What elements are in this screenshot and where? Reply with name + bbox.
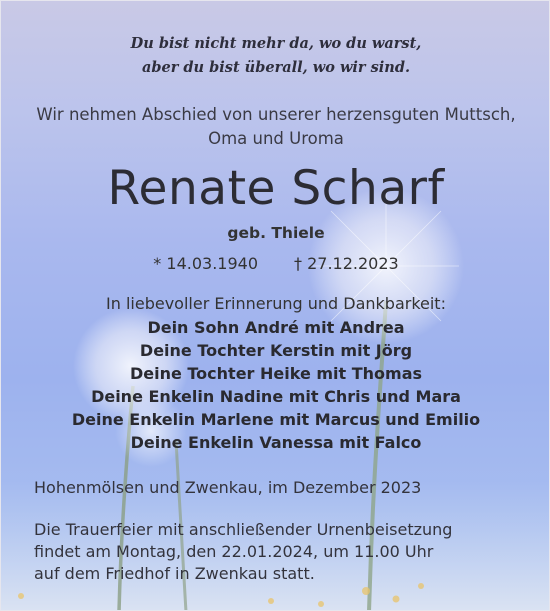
mourner-line: Deine Tochter Heike mit Thomas xyxy=(129,364,423,383)
mourner-line: Deine Enkelin Vanessa mit Falco xyxy=(130,433,422,452)
death-date: † 27.12.2023 xyxy=(294,254,399,273)
deceased-name: Renate Scharf xyxy=(107,161,445,216)
mourners-intro: In liebevoller Erinnerung und Dankbarkeit: xyxy=(106,294,446,313)
birth-name: geb. Thiele xyxy=(227,224,325,242)
mourner-line: Deine Enkelin Nadine mit Chris und Mara xyxy=(91,387,461,406)
motto-line-2: aber du bist überall, wo wir sind. xyxy=(141,59,411,76)
mourner-line: Dein Sohn André mit Andrea xyxy=(147,318,405,337)
birth-date: * 14.03.1940 xyxy=(153,254,258,273)
mourner-line: Deine Tochter Kerstin mit Jörg xyxy=(139,341,413,360)
motto-line-1: Du bist nicht mehr da, wo du warst, xyxy=(130,35,422,52)
funeral-line-2: findet am Montag, den 22.01.2024, um 11.00 Uhr xyxy=(34,542,434,561)
funeral-line-1: Die Trauerfeier mit anschließender Urnenbeisetzung xyxy=(34,520,453,539)
mourner-line: Deine Enkelin Marlene mit Marcus und Emilio xyxy=(71,410,481,429)
intro-line-2: Oma und Uroma xyxy=(208,129,344,148)
place-and-date: Hohenmölsen und Zwenkau, im Dezember 2023 xyxy=(34,478,422,497)
life-dates xyxy=(1,253,550,275)
funeral-line-3: auf dem Friedhof in Zwenkau statt. xyxy=(34,564,315,583)
intro-line-1: Wir nehmen Abschied von unserer herzensguten Muttsch, xyxy=(36,105,516,124)
